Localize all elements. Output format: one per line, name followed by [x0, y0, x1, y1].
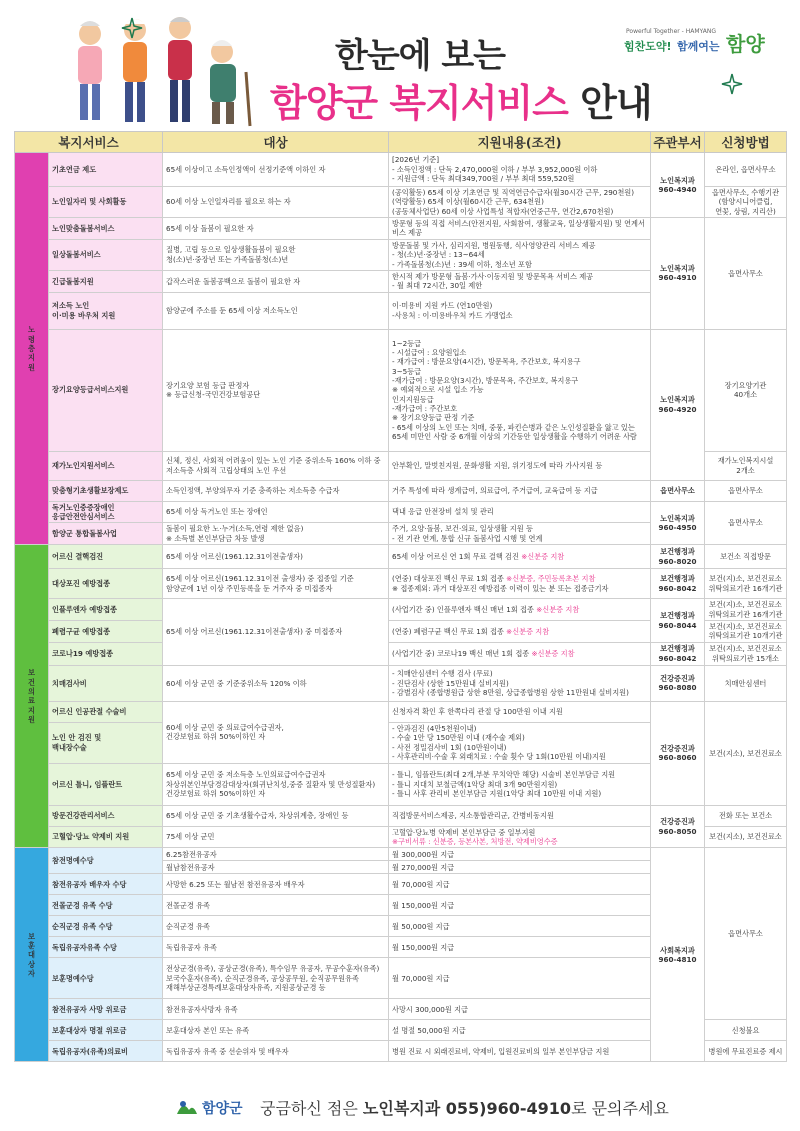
brand-text-2: 함께여는: [677, 40, 720, 53]
dept-cell: 사회복지과 960-4810: [651, 848, 705, 1062]
content-cell: 월 150,000원 지급: [389, 895, 651, 916]
target-cell: 전몰군경 유족: [163, 895, 389, 916]
dept-cell: 노인복지과 960-4940: [651, 153, 705, 218]
dept-cell: 보건행정과 960-8044: [651, 599, 705, 642]
service-name: 보훈명예수당: [49, 958, 163, 999]
content-cell: (연중) 폐렴구균 백신 무료 1회 접종 ※신분증 지참: [389, 621, 651, 643]
footer: [0, 1092, 800, 1128]
service-name: 노인일자리 및 사회활동: [49, 187, 163, 218]
dept-cell: 노인복지과 960-4920: [651, 329, 705, 480]
content-cell: 설 명절 50,000원 지급: [389, 1020, 651, 1041]
method-cell: 읍면사무소: [705, 218, 787, 330]
table-row: [15, 805, 787, 826]
table-row: [15, 599, 787, 621]
table-row: [15, 545, 787, 569]
method-cell: 보건(지소), 보건진료소: [705, 701, 787, 805]
dept-cell: 노인복지과 960-4910: [651, 218, 705, 330]
target-cell: 갑작스러운 돌봄공백으로 돌봄이 필요한 자: [163, 270, 389, 292]
brand-slogan: Powerful Together - HAMYANG: [626, 28, 716, 35]
welfare-table: [14, 131, 787, 1062]
method-cell: 보건(지소), 보건진료소: [705, 826, 787, 848]
brand-text-1: 힘찬도약!: [624, 40, 672, 53]
table-row: [15, 501, 787, 523]
method-cell: 장기요양기관 40개소: [705, 329, 787, 451]
method-cell: 읍면사무소, 수행기관 (함양시니어클럽, 연꽃, 상림, 지리산): [705, 187, 787, 218]
service-name: 폐렴구균 예방접종: [49, 621, 163, 643]
service-name: 일상돌봄서비스: [49, 239, 163, 270]
table-row: [15, 848, 787, 861]
target-cell: 소득인정액, 부양의무자 기준 충족하는 저소득층 수급자: [163, 480, 389, 501]
service-name: 순직군경 유족 수당: [49, 916, 163, 937]
dept-cell: 보건행정과 960-8020: [651, 545, 705, 569]
content-cell: 이·미용비 지원 카드 (연10만원) -사용처 : 이·미용바우처 카드 가맹업소: [389, 292, 651, 329]
method-cell: 전화 또는 보건소: [705, 805, 787, 826]
content-cell: (사업기간 중) 인플루엔자 백신 매년 1회 접종 ※신분증 지참: [389, 599, 651, 621]
target-cell: 65세 이상 어르신(1961.12.31이전 출생자) 중 접종일 기준 함양군에 1년 이상 주민등록을 둔 거주자 중 미접종자: [163, 569, 389, 599]
content-cell: 1~2등급 - 시설급여 : 요양원입소 - 재가급여 : 방문요양(4시간), 방문목욕, 주간보호, 복지용구 3~5등급 -재가급여 : 방문요양(3시간), 방문목욕, 주간보호, 복지용구 ※ 예외적으로 시설 입소 가능 인지지원등급 -재가급여 : 주간보호 ※ 장기요양등급 판정 기준 - 65세 이상의 노인 또는 치매, 중풍, 파킨슨병과 같은 노인성질환을 앓고 있는 65세 미만인 사람 중 6개월 이상의 기간동안 일상생활을 수행하기 어려운 사람: [389, 329, 651, 451]
target-cell: 65세 이상이고 소득인정액이 선정기준액 이하인 자: [163, 153, 389, 187]
method-cell: 병원에 무료진료증 제시: [705, 1041, 787, 1062]
service-name: 장기요양등급서비스지원: [49, 329, 163, 451]
title-line2: [270, 72, 710, 127]
dept-cell: 읍면사무소: [651, 480, 705, 501]
service-name: 전몰군경 유족 수당: [49, 895, 163, 916]
service-name: 독거노인중증장애인 응급안전안심서비스: [49, 501, 163, 523]
target-cell: 질병, 고립 등으로 일상생활돌봄이 필요한 청(소)년·중장년 또는 가족돌봄청(소)년: [163, 239, 389, 270]
method-cell: 치매안심센터: [705, 665, 787, 701]
content-cell: [2026년 기준] - 소득인정액 : 단독 2,470,000원 이하 / 부부 3,952,000원 이하 - 지원금액 : 단독 최대349,700원 / 부부 최대 559,520원: [389, 153, 651, 187]
content-cell: 한시적 제가 방문형 돌봄·가사·이동지원 및 방문목욕 서비스 제공 - 월 최대 72시간, 30일 제한: [389, 270, 651, 292]
target-cell: 보훈대상자 본인 또는 유족: [163, 1020, 389, 1041]
service-name: 재가노인지원서비스: [49, 451, 163, 480]
hamyang-logo-icon: [175, 1098, 199, 1118]
brand-text-3: 함양: [726, 32, 765, 56]
service-name: 긴급돌봄지원: [49, 270, 163, 292]
header-service: 복지서비스: [15, 132, 163, 153]
service-name: 어르신 인공관절 수술비: [49, 701, 163, 722]
content-cell: 거주 특성에 따라 생계급여, 의료급여, 주거급여, 교육급여 등 지급: [389, 480, 651, 501]
target-cell: 65세 이상 돌봄이 필요한 자: [163, 218, 389, 240]
dept-cell: 보건행정과 960-8042: [651, 569, 705, 599]
table-row: [15, 569, 787, 599]
category-label: 보 건 의 료 지 원: [15, 545, 49, 848]
dept-cell: 건강증진과 960-8050: [651, 805, 705, 848]
header-content: 지원내용(조건): [389, 132, 651, 153]
target-cell: 돌봄이 필요한 노·누거(소득,연령 제한 없음) ※ 소득별 본인부담금 차등 발생: [163, 523, 389, 545]
header: [0, 0, 800, 135]
service-name: 참전명예수당: [49, 848, 163, 874]
service-name: 방문건강관리서비스: [49, 805, 163, 826]
method-cell: 재가노인복지시설 2개소: [705, 451, 787, 480]
content-cell: (연중) 대상포진 백신 무료 1회 접종 ※신분증, 주민등록초본 지참 ※ 접종제외: 과거 대상포진 예방접종 이력이 있는 분 또는 접종금기자: [389, 569, 651, 599]
header-dept: 주관부서: [651, 132, 705, 153]
target-cell: 60세 이상 군민 중 기준중위소득 120% 이하: [163, 665, 389, 701]
content-cell: 방문형 등의 직접 서비스(안전지원, 사회참여, 생활교육, 일상생활지원) 및 연계서비스 제공: [389, 218, 651, 240]
method-cell: 보건소 직접방문: [705, 545, 787, 569]
service-name: 맞춤형기초생활보장제도: [49, 480, 163, 501]
target-cell: 60세 이상 군민 중 의료급여수급권자, 건강보험료 하위 50%이하인 자: [163, 701, 389, 763]
service-name: 독립유공자(유족)의료비: [49, 1041, 163, 1062]
content-cell: 주거, 요양·돌봄, 보건·의료, 일상생활 지원 등 - 전 기관 연계, 통합 신규 돌봄사업 시행 및 연계: [389, 523, 651, 545]
target-cell: 65세 이상 어르신(1961.12.31이전출생자) 중 미접종자: [163, 599, 389, 665]
content-cell: (공익활동) 65세 이상 기초연금 및 직역연금수급자(월30시간 근무, 290천원) (역량활동) 65세 이상(월60시간 근무, 634천원) (공동체사업단) 60세 이상 사업특성 적합자(연중근무, 연간2,670천원): [389, 187, 651, 218]
footer-contact: 노인복지과 055)960-4910: [362, 1099, 572, 1118]
category-label: 노 령 층 지 원: [15, 153, 49, 545]
table-row: [15, 153, 787, 187]
title-line1: 한눈에 보는: [334, 36, 506, 76]
star-icon: [120, 16, 144, 40]
target-cell: 독립유공자 유족 중 선순위자 및 배우자: [163, 1041, 389, 1062]
content-cell: - 틀니, 임플란트(최대 2개,부분 무치악만 해당) 시술비 본인부담금 지원 - 틀니 지대치 보철금액(1악당 최대 3개 90만원지원) - 틀니 사후 관리비 본인부담금 지원(1악당 최대 10만원 이내 지원): [389, 763, 651, 805]
target-cell: 신체, 정신, 사회적 어려움이 있는 노인 기준 중위소득 160% 이하 중 저소득층 사회적 고립상태의 노인 우선: [163, 451, 389, 480]
service-name: 함양군 통합돌봄사업: [49, 523, 163, 545]
content-cell: 신청자격 확인 후 한쪽다리 관절 당 100만원 이내 지원: [389, 701, 651, 722]
category-label: 보 훈 대 상 자: [15, 848, 49, 1062]
footer-msg-suffix: 로 문의주세요: [571, 1099, 669, 1118]
content-cell: 월 300,000원 지급: [389, 848, 651, 861]
target-cell: 함양군에 주소를 둔 65세 이상 저소득노인: [163, 292, 389, 329]
content-cell: (사업기간 중) 코로나19 백신 매년 1회 접종 ※신분증 지참: [389, 642, 651, 665]
method-cell: 읍면사무소: [705, 848, 787, 1020]
table-row: [15, 480, 787, 501]
content-cell: 안부확인, 말벗친지원, 문화생활 지원, 위기정도에 따라 가사지원 등: [389, 451, 651, 480]
content-cell: 직접방문서비스제공, 지소통합관리군, 간병비동지원: [389, 805, 651, 826]
table-row: [15, 218, 787, 240]
content-cell: 댁내 응급 안전장비 설치 및 관리: [389, 501, 651, 523]
header-method: 신청방법: [705, 132, 787, 153]
method-cell: 읍면사무소: [705, 501, 787, 545]
method-cell: 보건(지)소, 보건진료소 위탁의료기관 10개기관: [705, 621, 787, 643]
dept-cell: 노인복지과 960-4950: [651, 501, 705, 545]
method-cell: 보건(지)소, 보건진료소 위탁의료기관 16개기관: [705, 599, 787, 621]
footer-message: [260, 1096, 669, 1119]
target-cell: 월남참전유공자: [163, 861, 389, 874]
table-row: [15, 329, 787, 451]
target-cell: 전상군경(유족), 공상군경(유족), 특수임무 유공자, 무공수훈자(유족) 보국수훈자(유족), 순직군경유족, 공상공무원, 순직공무원유족 재해부상군경특례보훈대상자유족, 지원공상군경 등: [163, 958, 389, 999]
table-row: [15, 665, 787, 701]
service-name: 노인맞춤돌봄서비스: [49, 218, 163, 240]
table-row: [15, 701, 787, 722]
content-cell: 월 150,000원 지급: [389, 937, 651, 958]
service-name: 인플루엔자 예방접종: [49, 599, 163, 621]
service-name: 대상포진 예방접종: [49, 569, 163, 599]
content-cell: 고혈압·당뇨병 약제비 본인부담금 중 일부지원 ※구비서류 : 신분증, 등본사본, 처방전, 약제비영수증: [389, 826, 651, 848]
table-row: [15, 642, 787, 665]
method-cell: 보건(지)소, 보건진료소 위탁의료기관 15개소: [705, 642, 787, 665]
target-cell: 6.25참전유공자: [163, 848, 389, 861]
service-name: 어르신 틀니, 임플란트: [49, 763, 163, 805]
target-cell: 65세 이상 군민 중 저소득층 노인의료급여수급권자 차상위본인부담경감대상자(회귀난치성,중증 질환자 및 만성질환자) 건강보험료 하위 50%이하인 자: [163, 763, 389, 805]
target-cell: 65세 이상 독거노인 또는 장애인: [163, 501, 389, 523]
dept-cell: 건강증진과 960-8060: [651, 701, 705, 805]
footer-msg-prefix: 궁금하신 점은: [260, 1099, 363, 1118]
target-cell: 참전유공자사망자 유족: [163, 999, 389, 1020]
service-name: 고혈압·당뇨 약제비 지원: [49, 826, 163, 848]
content-cell: - 치매안심센터 수행 검사 (무료) - 진단검사 (상한 15만원내 실비지원) - 감별검사 (종합병원급 상한 8만원, 상급종합병원 상한 11만원내 실비지원): [389, 665, 651, 701]
table-header-row: [15, 132, 787, 153]
service-name: 저소득 노인 이·미용 바우처 지원: [49, 292, 163, 329]
content-cell: 방문돌봄 및 가사, 심리지원, 병원동행, 식사영양관리 서비스 제공 - 청(소)년·중장년 : 13~64세 - 가족돌봄청(소)년 : 39세 이하, 청소년 포함: [389, 239, 651, 270]
target-cell: 65세 이상 군민 중 기초생활수급자, 차상위계층, 장애인 등: [163, 805, 389, 826]
target-cell: 장기요양 보험 등급 판정자 ※ 등급신청-국민건강보험공단: [163, 329, 389, 451]
footer-logo-text: 함양군: [202, 1101, 243, 1117]
target-cell: 독립유공자 유족: [163, 937, 389, 958]
method-cell: 신청불요: [705, 1020, 787, 1041]
service-name: 코로나19 예방접종: [49, 642, 163, 665]
content-cell: 월 70,000원 지급: [389, 958, 651, 999]
star-icon: [720, 72, 744, 96]
title-suffix: 안내: [567, 81, 652, 125]
service-name: 치매검사비: [49, 665, 163, 701]
service-name: 노인 안 검진 및 백내장수술: [49, 722, 163, 763]
method-cell: 온라인, 읍면사무소: [705, 153, 787, 187]
method-cell: 보건(지)소, 보건진료소 위탁의료기관 16개기관: [705, 569, 787, 599]
content-cell: 월 270,000원 지급: [389, 861, 651, 874]
content-cell: 병원 진료 시 외래진료비, 약제비, 입원진료비의 일부 본인부담금 지원: [389, 1041, 651, 1062]
target-cell: 사망한 6.25 또는 월남전 참전유공자 배우자: [163, 874, 389, 895]
target-cell: 75세 이상 군민: [163, 826, 389, 848]
target-cell: 65세 이상 어르신(1961.12.31이전출생자): [163, 545, 389, 569]
content-cell: - 안과검진 (4만5천원이내) - 수술 1안 당 150만원 이내 (재수술 제외) - 사전 정밀검사비 1회 (10만원이내) - 사후관리비·수술 후 외래치료 : 수술 횟수 당 1회(10만원 이내)지원: [389, 722, 651, 763]
service-name: 독립유공자유족 수당: [49, 937, 163, 958]
header-target: 대상: [163, 132, 389, 153]
method-cell: 읍면사무소: [705, 480, 787, 501]
content-cell: 월 50,000원 지급: [389, 916, 651, 937]
brand-logo: [620, 24, 770, 64]
service-name: 보훈대상자 명절 위로금: [49, 1020, 163, 1041]
target-cell: 순직군경 유족: [163, 916, 389, 937]
service-name: 참전유공자 사망 위로금: [49, 999, 163, 1020]
title-highlight: 함양군 복지서비스: [270, 81, 568, 125]
service-name: 참전유공자 배우자 수당: [49, 874, 163, 895]
dept-cell: 건강증진과 960-8080: [651, 665, 705, 701]
target-cell: 60세 이상 노인일자리를 필요로 하는 자: [163, 187, 389, 218]
service-name: 어르신 결핵검진: [49, 545, 163, 569]
content-cell: 월 70,000원 지급: [389, 874, 651, 895]
content-cell: 사망시 300,000원 지급: [389, 999, 651, 1020]
dept-cell: 보건행정과 960-8042: [651, 642, 705, 665]
elderly-people-illustration: [50, 12, 270, 132]
content-cell: 65세 이상 어르신 연 1회 무료 결핵 검진 ※신분증 지참: [389, 545, 651, 569]
service-name: 기초연금 제도: [49, 153, 163, 187]
